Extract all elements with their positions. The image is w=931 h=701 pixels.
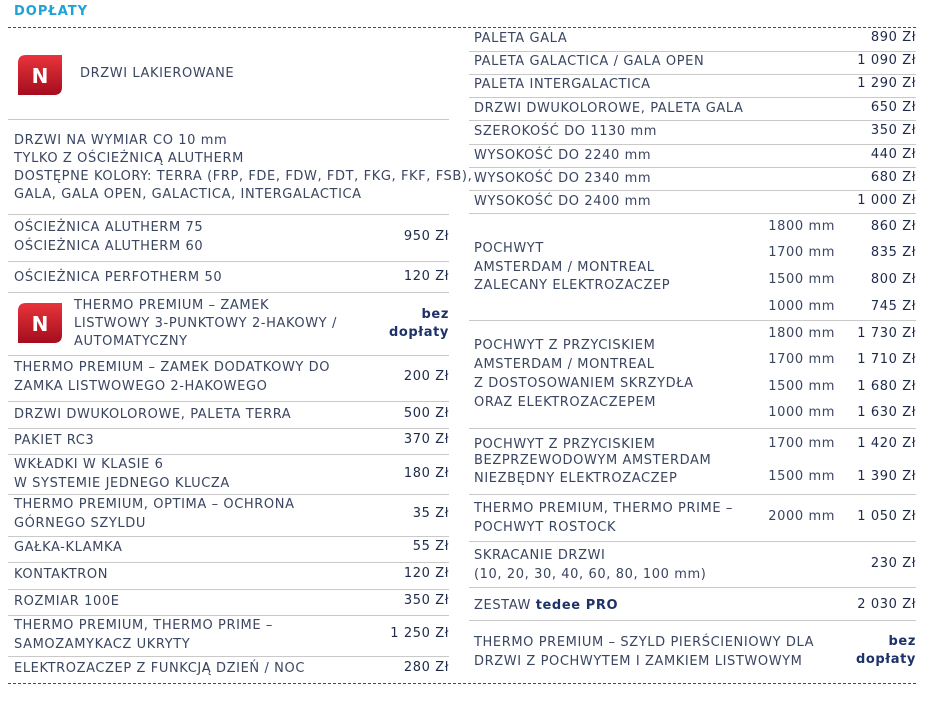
divider [8, 355, 449, 356]
thermo-dodatkowy-line-2: ZAMKA LISTWOWEGO 2-HAKOWEGO [14, 379, 268, 394]
pochwyt1-size: 1800 mm [768, 219, 835, 234]
divider [8, 562, 449, 563]
divider [8, 536, 449, 537]
pochwyt1-size: 1000 mm [768, 299, 835, 314]
elektrozaczep-price: 280 Zł [403, 660, 449, 675]
galka-price: 55 Zł [412, 539, 449, 554]
divider [469, 120, 916, 121]
tedee-price: 2 030 Zł [857, 597, 916, 612]
rostock-size: 2000 mm [768, 509, 835, 524]
pochwyt2-size: 1700 mm [768, 352, 835, 367]
szyld-line-2: GÓRNEGO SZYLDU [14, 516, 146, 531]
wymiar-line-4: GALA, GALA OPEN, GALACTICA, INTERGALACTICA [14, 187, 362, 202]
szyld-pier-price-line-1: bez [888, 634, 916, 649]
wkladki-price: 180 Zł [403, 466, 449, 481]
pochwyt1-size: 1500 mm [768, 272, 835, 287]
rozmiar-label: ROZMIAR 100E [14, 594, 120, 609]
szyld-line-1: THERMO PREMIUM, OPTIMA – OCHRONA [14, 497, 295, 512]
pochwyt3-line-1: POCHWYT Z PRZYCISKIEM [474, 437, 656, 452]
paleta-galactica-label: PALETA GALACTICA / GALA OPEN [474, 54, 705, 69]
thermo-zamek-price-line-1: bez [421, 307, 449, 322]
pochwyt1-size-price: 800 Zł [870, 272, 916, 287]
wysokosc-2400-label: WYSOKOŚĆ DO 2400 mm [474, 194, 652, 209]
pochwyt2-size-price: 1 680 Zł [857, 379, 916, 394]
divider [8, 214, 449, 215]
thermo-zamek-line-2: LISTWOWY 3-PUNKTOWY 2-HAKOWY / [74, 316, 337, 331]
kontaktron-price: 120 Zł [403, 566, 449, 581]
divider [8, 428, 449, 429]
divider [469, 494, 916, 495]
rc3-label: PAKIET RC3 [14, 433, 95, 448]
rostock-price: 1 050 Zł [857, 509, 916, 524]
samozamykacz-line-2: SAMOZAMYKACZ UKRYTY [14, 637, 191, 652]
right-column [469, 0, 916, 701]
divider [8, 589, 449, 590]
divider [469, 213, 916, 214]
galka-label: GAŁKA-KLAMKA [14, 540, 123, 555]
szerokosc-label: SZEROKOŚĆ DO 1130 mm [474, 124, 658, 139]
divider [8, 119, 449, 120]
pochwyt2-line-1: POCHWYT Z PRZYCISKIEM [474, 338, 656, 353]
samozamykacz-line-1: THERMO PREMIUM, THERMO PRIME – [14, 618, 273, 633]
wysokosc-2340-price: 680 Zł [870, 170, 916, 185]
divider [8, 261, 449, 262]
tedee-label-prefix: ZESTAW [474, 598, 531, 613]
dwukolorowe-gala-label: DRZWI DWUKOLOROWE, PALETA GALA [474, 101, 744, 116]
wkladki-line-2: W SYSTEMIE JEDNEGO KLUCZA [14, 476, 230, 491]
divider [469, 97, 916, 98]
szyld-price: 35 Zł [412, 506, 449, 521]
kontaktron-label: KONTAKTRON [14, 567, 109, 582]
perfotherm-label: OŚCIEŻNICA PERFOTHERM 50 [14, 270, 223, 285]
divider [469, 74, 916, 75]
divider [469, 587, 916, 588]
pochwyt2-size: 1800 mm [768, 326, 835, 341]
divider [8, 292, 449, 293]
szyld-pier-line-2: DRZWI Z POCHWYTEM I ZAMKIEM LISTWOWYM [474, 654, 803, 669]
new-badge-icon [18, 55, 62, 95]
wymiar-line-2: TYLKO Z OŚCIEŻNICĄ ALUTHERM [14, 151, 244, 166]
rc3-price: 370 Zł [403, 432, 449, 447]
divider [8, 615, 449, 616]
thermo-zamek-price-line-2: dopłaty [388, 325, 449, 340]
pochwyt1-line-1: POCHWYT [474, 241, 544, 256]
pochwyt2-size-price: 1 730 Zł [857, 326, 916, 341]
divider [469, 620, 916, 621]
pochwyt3-size-price: 1 420 Zł [857, 436, 916, 451]
alutherm-price: 950 Zł [403, 229, 449, 244]
pochwyt1-size: 1700 mm [768, 245, 835, 260]
divider [469, 320, 916, 321]
tedee-brand: tedee PRO [535, 598, 619, 613]
pochwyt2-line-2: AMSTERDAM / MONTREAL [474, 357, 655, 372]
pochwyt1-size-price: 745 Zł [870, 299, 916, 314]
skracanie-line-2: (10, 20, 30, 40, 60, 80, 100 mm) [474, 567, 707, 582]
pochwyt2-size: 1500 mm [768, 379, 835, 394]
section-heading: DOPŁATY [14, 4, 89, 19]
dwukolorowe-terra-price: 500 Zł [403, 406, 449, 421]
new-badge-icon [18, 303, 62, 343]
skracanie-price: 230 Zł [870, 556, 916, 571]
pochwyt1-line-3: ZALECANY ELEKTROZACZEP [474, 278, 671, 293]
pochwyt3-size-price: 1 390 Zł [857, 469, 916, 484]
thermo-zamek-line-1: THERMO PREMIUM – ZAMEK [74, 298, 270, 313]
paleta-gala-price: 890 Zł [870, 30, 916, 45]
thermo-dodatkowy-line-1: THERMO PREMIUM – ZAMEK DODATKOWY DO [14, 360, 331, 375]
paleta-gala-label: PALETA GALA [474, 31, 568, 46]
svg-text:N: N [31, 64, 49, 88]
pochwyt2-size-price: 1 630 Zł [857, 405, 916, 420]
thermo-zamek-line-3: AUTOMATYCZNY [74, 334, 188, 349]
divider [469, 428, 916, 429]
alutherm-60-label: OŚCIEŻNICA ALUTHERM 60 [14, 239, 204, 254]
szerokosc-price: 350 Zł [870, 123, 916, 138]
divider [469, 190, 916, 191]
dwukolorowe-terra-label: DRZWI DWUKOLOROWE, PALETA TERRA [14, 407, 292, 422]
paleta-intergalactica-price: 1 290 Zł [857, 76, 916, 91]
divider [469, 167, 916, 168]
pochwyt1-size-price: 860 Zł [870, 219, 916, 234]
pochwyt1-line-2: AMSTERDAM / MONTREAL [474, 260, 655, 275]
divider [469, 144, 916, 145]
skracanie-line-1: SKRACANIE DRZWI [474, 548, 606, 563]
pochwyt3-size: 1500 mm [768, 469, 835, 484]
dwukolorowe-gala-price: 650 Zł [870, 100, 916, 115]
pochwyt3-line-3: NIEZBĘDNY ELEKTROZACZEP [474, 471, 678, 486]
wysokosc-2340-label: WYSOKOŚĆ DO 2340 mm [474, 171, 652, 186]
elektrozaczep-label: ELEKTROZACZEP Z FUNKCJĄ DZIEŃ / NOC [14, 661, 306, 676]
pochwyt2-size: 1000 mm [768, 405, 835, 420]
wysokosc-2240-label: WYSOKOŚĆ DO 2240 mm [474, 148, 652, 163]
divider [8, 656, 449, 657]
divider [8, 454, 449, 455]
wymiar-line-3: DOSTĘPNE KOLORY: TERRA (FRP, FDE, FDW, FDT, FKG, FKF, FSB), [14, 169, 473, 184]
perfotherm-price: 120 Zł [403, 269, 449, 284]
pochwyt3-size: 1700 mm [768, 436, 835, 451]
divider [469, 51, 916, 52]
alutherm-75-label: OŚCIEŻNICA ALUTHERM 75 [14, 220, 204, 235]
pochwyt2-line-3: Z DOSTOSOWANIEM SKRZYDŁA [474, 376, 694, 391]
pochwyt2-line-4: ORAZ ELEKTROZACZEPEM [474, 395, 657, 410]
left-column [8, 0, 473, 701]
wymiar-line-1: DRZWI NA WYMIAR CO 10 mm [14, 133, 228, 148]
rostock-line-1: THERMO PREMIUM, THERMO PRIME – [474, 501, 733, 516]
wysokosc-2400-price: 1 000 Zł [857, 193, 916, 208]
wysokosc-2240-price: 440 Zł [870, 147, 916, 162]
wkladki-line-1: WKŁADKI W KLASIE 6 [14, 457, 164, 472]
divider [8, 401, 449, 402]
szyld-pier-line-1: THERMO PREMIUM – SZYLD PIERŚCIENIOWY DLA [474, 635, 815, 650]
szyld-pier-price-line-2: dopłaty [855, 652, 916, 667]
paleta-intergalactica-label: PALETA INTERGALACTICA [474, 77, 651, 92]
svg-text:N: N [31, 312, 49, 336]
paleta-galactica-price: 1 090 Zł [857, 53, 916, 68]
pochwyt1-size-price: 835 Zł [870, 245, 916, 260]
divider [469, 541, 916, 542]
samozamykacz-price: 1 250 Zł [390, 626, 449, 641]
tedee-label [474, 597, 618, 615]
thermo-dodatkowy-price: 200 Zł [403, 369, 449, 384]
divider [8, 494, 449, 495]
lakierowane-label: DRZWI LAKIEROWANE [80, 66, 235, 81]
rozmiar-price: 350 Zł [403, 593, 449, 608]
pochwyt3-line-2: BEZPRZEWODOWYM AMSTERDAM [474, 453, 712, 468]
pochwyt2-size-price: 1 710 Zł [857, 352, 916, 367]
rostock-line-2: POCHWYT ROSTOCK [474, 520, 617, 535]
